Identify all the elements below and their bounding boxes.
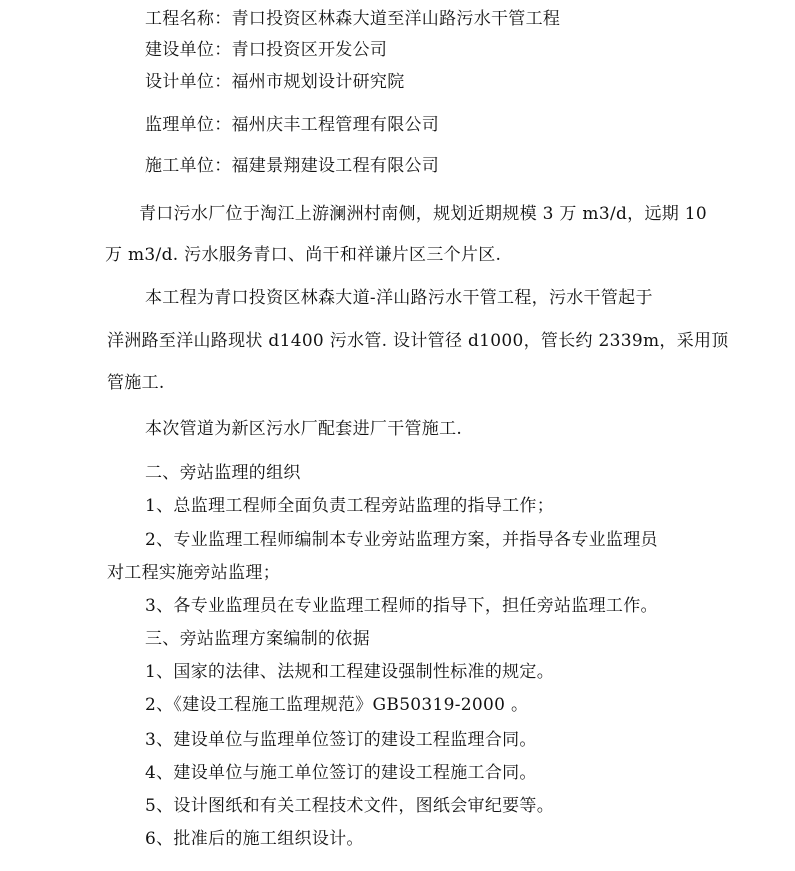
construction-unit-line: 建设单位：青口投资区开发公司 bbox=[145, 40, 388, 60]
section-3-item-5: 5、设计图纸和有关工程技术文件，图纸会审纪要等。 bbox=[145, 796, 555, 816]
overview-paragraph-2-line-1: 本工程为青口投资区林森大道-洋山路污水干管工程，污水干管起于 bbox=[145, 288, 653, 308]
section-2-item-2-line-1: 2、专业监理工程师编制本专业旁站监理方案，并指导各专业监理员 bbox=[145, 530, 658, 550]
section-2-item-3: 3、各专业监理员在专业监理工程师的指导下，担任旁站监理工作。 bbox=[145, 596, 658, 616]
section-3-item-3: 3、建设单位与监理单位签订的建设工程监理合同。 bbox=[145, 730, 537, 750]
supervision-unit-line: 监理单位：福州庆丰工程管理有限公司 bbox=[145, 115, 440, 135]
overview-paragraph-1-line-1: 青口污水厂位于淘江上游澜洲村南侧，规划近期规模 3 万 m3/d，远期 10 bbox=[139, 204, 708, 224]
contractor-unit-line: 施工单位：福建景翔建设工程有限公司 bbox=[145, 156, 440, 176]
section-3-heading: 三、旁站监理方案编制的依据 bbox=[145, 629, 370, 649]
section-2-heading: 二、旁站监理的组织 bbox=[145, 463, 301, 483]
section-3-item-2: 2、《建设工程施工监理规范》GB50319-2000 。 bbox=[145, 695, 529, 715]
section-3-item-4: 4、建设单位与施工单位签订的建设工程施工合同。 bbox=[145, 763, 537, 783]
project-name-line: 工程名称：青口投资区林森大道至洋山路污水干管工程 bbox=[145, 9, 561, 29]
design-unit-line: 设计单位：福州市规划设计研究院 bbox=[145, 72, 405, 92]
section-2-item-2-line-2: 对工程实施旁站监理； bbox=[107, 563, 280, 583]
section-2-item-1: 1、总监理工程师全面负责工程旁站监理的指导工作； bbox=[145, 496, 555, 516]
overview-paragraph-2-line-2: 洋洲路至洋山路现状 d1400 污水管. 设计管径 d1000，管长约 2339m，采用顶 bbox=[107, 331, 729, 351]
section-3-item-1: 1、国家的法律、法规和工程建设强制性标准的规定。 bbox=[145, 662, 555, 682]
overview-paragraph-3-line-1: 本次管道为新区污水厂配套进厂干管施工. bbox=[145, 419, 463, 439]
overview-paragraph-1-line-2: 万 m3/d. 污水服务青口、尚干和祥谦片区三个片区. bbox=[105, 245, 502, 265]
section-3-item-6: 6、批准后的施工组织设计。 bbox=[145, 829, 364, 849]
overview-paragraph-2-line-3: 管施工. bbox=[107, 373, 165, 393]
